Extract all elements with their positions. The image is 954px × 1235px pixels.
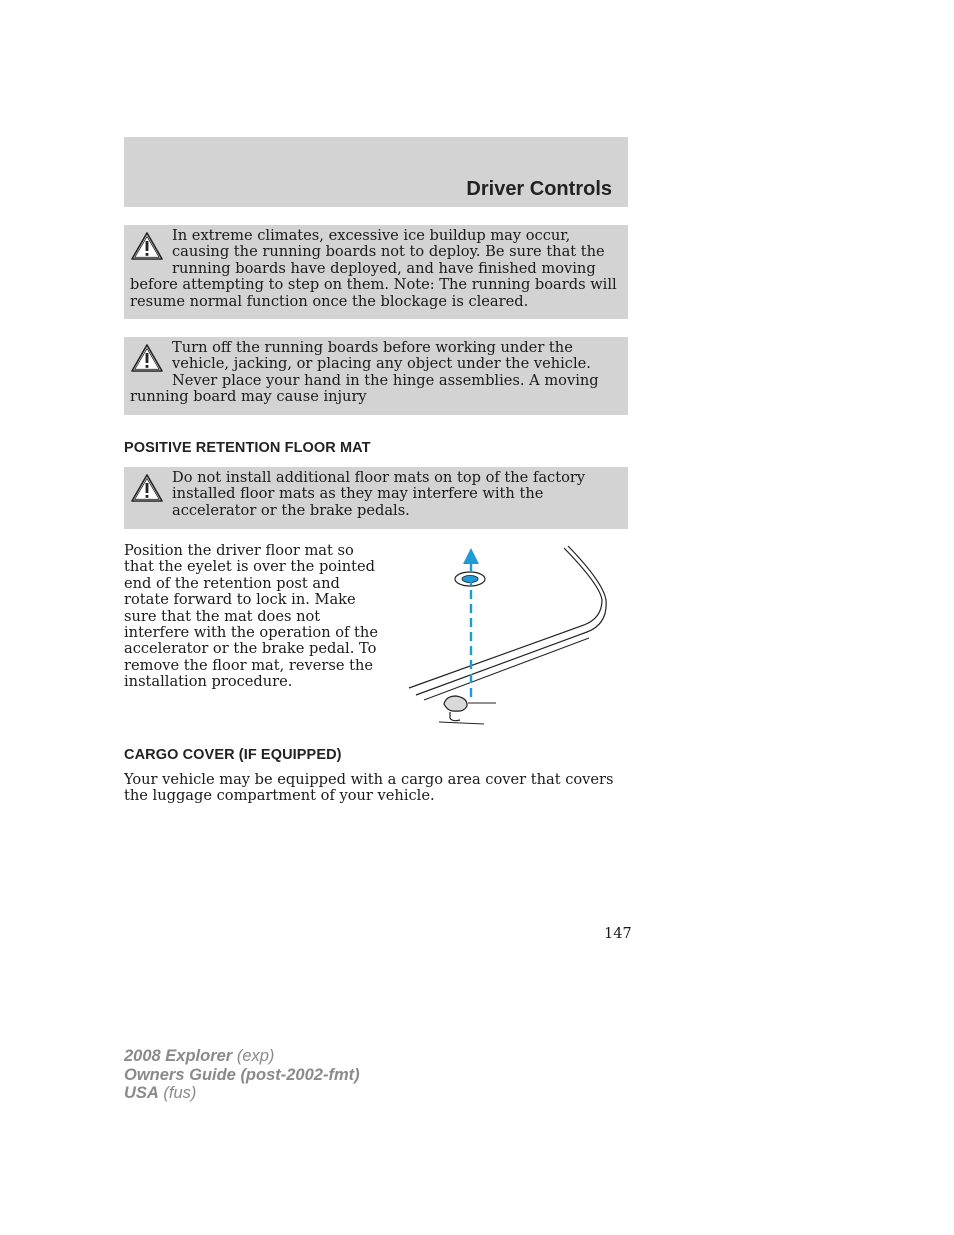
warning-box-floor-mats: [124, 467, 628, 529]
floor-mat-instructions: Position the driver floor mat so that the eyelet is over the pointed end of the retention post and rotate forward to lock in. Make sure that the mat does not interfere with the operation of the accelerator or the brake pedal. To remove the floor mat, reverse the installation procedure.: [124, 542, 378, 691]
warning-text: In extreme climates, excessive ice buildup may occur, causing the running boards not to deploy. Be sure that the running boards have deployed, and have finished moving before attempting to step on them. Note: The running boards will resume normal function once the blockage is cleared.: [130, 227, 617, 310]
section-heading-cargo-cover: CARGO COVER (IF EQUIPPED): [124, 747, 342, 763]
footer-line-guide: Owners Guide (post-2002-fmt): [124, 1065, 360, 1084]
cargo-cover-text: Your vehicle may be equipped with a cargo area cover that covers the luggage compartment of your vehicle.: [124, 771, 614, 805]
page-title: Driver Controls: [466, 178, 612, 200]
warning-text: Do not install additional floor mats on top of the factory installed floor mats as they may interfere with the accelerator or the brake pedals.: [172, 469, 586, 519]
warning-text: Turn off the running boards before working under the vehicle, jacking, or placing any object under the vehicle. Never place your hand in the hinge assemblies. A moving running board may cause injury: [130, 339, 599, 406]
footer-line-model: 2008 Explorer (exp): [124, 1047, 275, 1065]
footer: [124, 1047, 360, 1103]
warning-box-running-boards: [124, 337, 628, 415]
warning-box-ice: [124, 225, 628, 319]
warning-triangle-icon: [130, 473, 164, 503]
floor-mat-illustration: [404, 540, 614, 734]
warning-triangle-icon: [130, 231, 164, 261]
page-number: 147: [604, 926, 632, 942]
section-heading-floor-mat: POSITIVE RETENTION FLOOR MAT: [124, 440, 371, 456]
warning-triangle-icon: [130, 343, 164, 373]
footer-line-market: USA (fus): [124, 1084, 197, 1102]
header-band: [124, 137, 628, 207]
